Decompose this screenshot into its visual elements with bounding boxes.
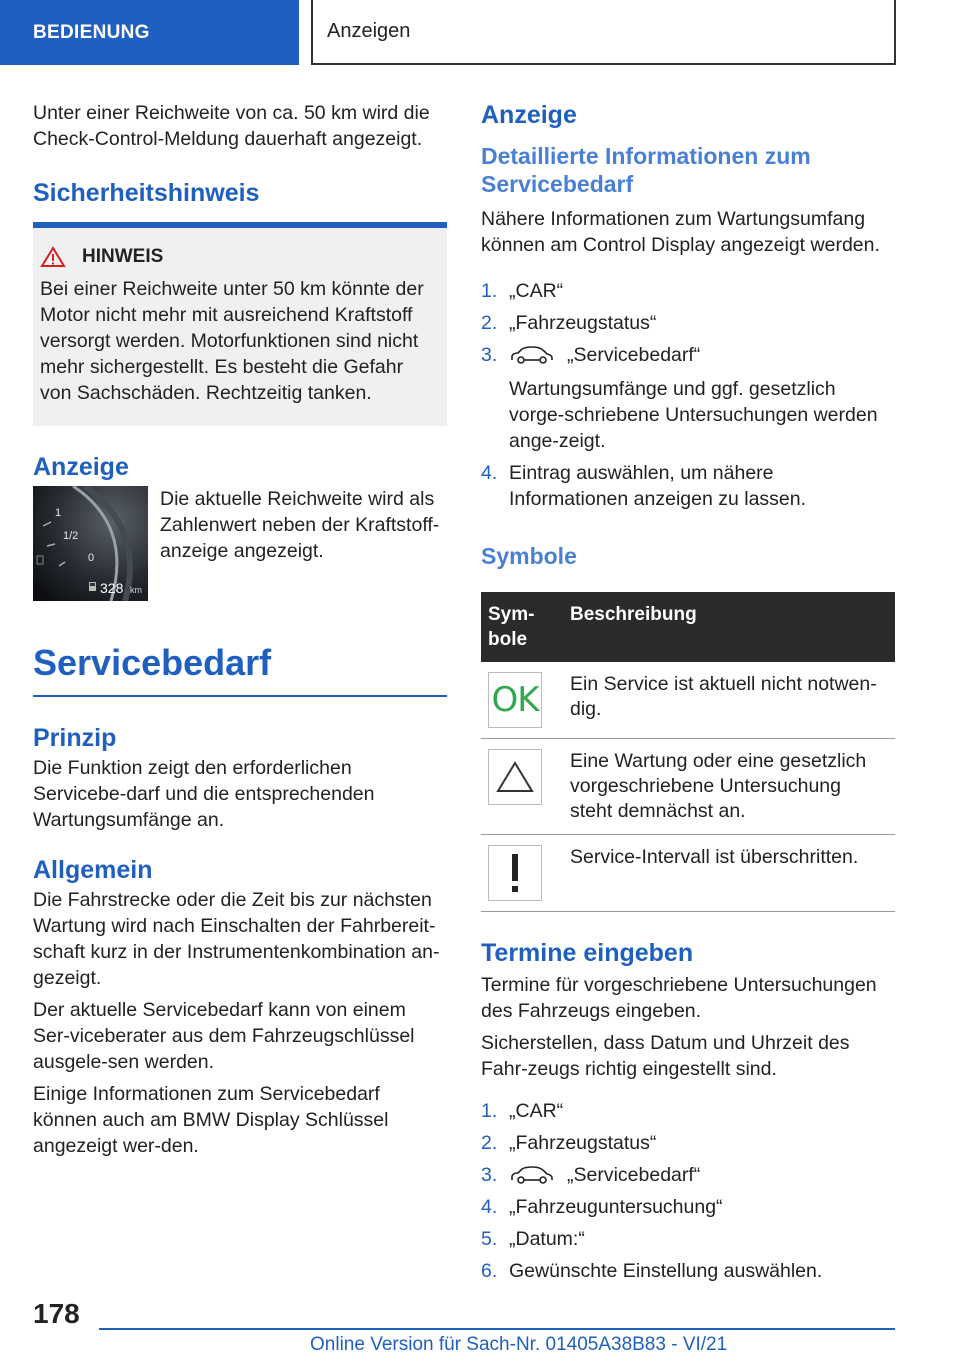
- step-text: „CAR“: [509, 280, 564, 302]
- principle-text: Die Funktion zeigt den erforderlichen Servicebe-darf und die entsprechenden Wartungsumfänge an.: [33, 757, 375, 831]
- list-item: [481, 1130, 895, 1156]
- step-number: 5.: [481, 1228, 498, 1250]
- principle-heading: Prinzip: [33, 724, 117, 752]
- table-cell-description: Eine Wartung oder eine gesetzlich vorgeschriebene Untersuchung steht demnächst an.: [563, 739, 895, 835]
- step-body: [509, 342, 895, 454]
- list-item: [481, 310, 895, 336]
- list-item: [481, 1226, 895, 1252]
- step-text: „Servicebedarf“: [567, 1164, 701, 1186]
- warning-triangle-icon: [488, 749, 542, 805]
- ok-icon: OK: [488, 672, 542, 728]
- gauge-mark-half: 1/2: [63, 530, 79, 542]
- service-rule: [33, 695, 447, 697]
- step-text: „Fahrzeugstatus“: [509, 1132, 657, 1154]
- step-text: Eintrag auswählen, um nähere Informationen anzeigen zu lassen.: [509, 462, 807, 510]
- gauge-mark-1: 1: [55, 507, 62, 519]
- table-cell-description: Service-Intervall ist überschritten.: [563, 835, 895, 912]
- table-row: [481, 662, 895, 739]
- table-header-row: [481, 592, 895, 662]
- left-column: [33, 100, 447, 1159]
- header-chapter-box: [311, 0, 896, 65]
- footer-version-link[interactable]: Online Version für Sach-Nr. 01405A38B83 - VI/21: [310, 1334, 728, 1355]
- fuel-gauge-image: [33, 486, 148, 601]
- step-number: 4.: [481, 462, 498, 484]
- step-number: 3.: [481, 1164, 498, 1186]
- display-block: [33, 486, 447, 601]
- note-label: HINWEIS: [82, 246, 164, 267]
- general-paragraph-2: Der aktuelle Servicebedarf kann von einem Ser-viceberater aus dem Fahrzeugschlüssel ausgele-sen werden.: [33, 999, 415, 1073]
- step-number: 2.: [481, 312, 498, 334]
- intro-paragraph: Unter einer Reichweite von ca. 50 km wird die Check-Control-Meldung dauerhaft angezeigt.: [33, 102, 430, 150]
- gauge-range-value: 328: [100, 580, 124, 596]
- dates-paragraph-2: Sicherstellen, dass Datum und Uhrzeit des Fahr-zeugs richtig eingestellt sind.: [481, 1032, 850, 1080]
- symbols-table: [481, 592, 895, 912]
- header-chapter-label: Anzeigen: [327, 20, 411, 42]
- step-text: „Fahrzeuguntersuchung“: [509, 1196, 723, 1218]
- warning-triangle-icon: [40, 246, 66, 268]
- header-section-label: BEDIENUNG: [33, 21, 150, 43]
- step-line: [509, 342, 895, 368]
- car-icon: [509, 1165, 555, 1185]
- service-heading: Servicebedarf: [33, 642, 272, 683]
- step-text: „CAR“: [509, 1100, 564, 1122]
- list-item: [481, 1098, 895, 1124]
- general-paragraph-3: Einige Informationen zum Servicebedarf können auch am BMW Display Schlüssel angezeigt wer-den.: [33, 1083, 389, 1157]
- step-text: „Servicebedarf“: [567, 344, 701, 366]
- list-item: [481, 342, 895, 454]
- gauge-range-unit: km: [130, 585, 142, 595]
- detail-text: Nähere Informationen zum Wartungsumfang können am Control Display angezeigt werden.: [481, 208, 880, 256]
- general-paragraph-1: Die Fahrstrecke oder die Zeit bis zur nächsten Wartung wird nach Einschalten der Fahrbereit-schaft kurz in der Instrumentenkombination an-gezeigt.: [33, 889, 440, 989]
- table-header-symbols: Sym-bole: [481, 592, 563, 662]
- fuel-pump-icon: [89, 582, 96, 591]
- table-header-description: Beschreibung: [563, 592, 895, 662]
- table-row: [481, 835, 895, 912]
- list-item: [481, 278, 895, 304]
- general-heading: Allgemein: [33, 856, 153, 884]
- step-number: 3.: [481, 344, 498, 366]
- step-number: 2.: [481, 1132, 498, 1154]
- step-text: „Fahrzeugstatus“: [509, 312, 657, 334]
- step-subtext: Wartungsumfänge und ggf. gesetzlich vorge-schriebene Untersuchungen werden ange-zeigt.: [509, 378, 878, 452]
- step-body: [509, 1162, 895, 1188]
- step-number: 4.: [481, 1196, 498, 1218]
- header-section-tab: [0, 0, 299, 65]
- table-cell-description: Ein Service ist aktuell nicht notwen-dig.: [563, 662, 895, 739]
- dates-heading: Termine eingeben: [481, 939, 694, 967]
- step-number: 1.: [481, 280, 498, 302]
- display-text-left: Die aktuelle Reichweite wird als Zahlenwert neben der Kraftstoff-anzeige angezeigt.: [160, 488, 440, 562]
- detail-heading: Detaillierte Informationen zum Servicebedarf: [481, 143, 811, 197]
- list-item: [481, 1162, 895, 1188]
- note-text: Bei einer Reichweite unter 50 km könnte der Motor nicht mehr mit ausreichend Kraftstoff versorgt werden. Motorfunktionen sind nicht mehr sichergestellt. Es besteht die Gefahr von Sachschäden. Rechtzeitig tanken.: [40, 278, 424, 404]
- safety-note: [33, 228, 447, 426]
- steps-list-1: [481, 278, 895, 512]
- car-icon: [509, 345, 555, 365]
- table-row: [481, 739, 895, 835]
- page-number: 178: [33, 1298, 80, 1329]
- gauge-mark-0: 0: [88, 552, 95, 564]
- display-heading-left: Anzeige: [33, 453, 129, 481]
- list-item: [481, 1194, 895, 1220]
- exclamation-icon: [488, 845, 542, 901]
- list-item: [481, 460, 895, 512]
- step-text: „Datum:“: [509, 1228, 585, 1250]
- steps-list-2: [481, 1098, 895, 1284]
- step-number: 1.: [481, 1100, 498, 1122]
- dates-paragraph-1: Termine für vorgeschriebene Untersuchungen des Fahrzeugs eingeben.: [481, 974, 877, 1022]
- step-text: Gewünschte Einstellung auswählen.: [509, 1260, 823, 1282]
- display-heading-right: Anzeige: [481, 101, 577, 129]
- right-column: [481, 100, 895, 1290]
- step-number: 6.: [481, 1260, 498, 1282]
- footer-rule: [99, 1328, 895, 1330]
- note-header: [40, 246, 439, 268]
- symbols-heading: Symbole: [481, 543, 577, 569]
- list-item: [481, 1258, 895, 1284]
- safety-heading: Sicherheitshinweis: [33, 179, 260, 207]
